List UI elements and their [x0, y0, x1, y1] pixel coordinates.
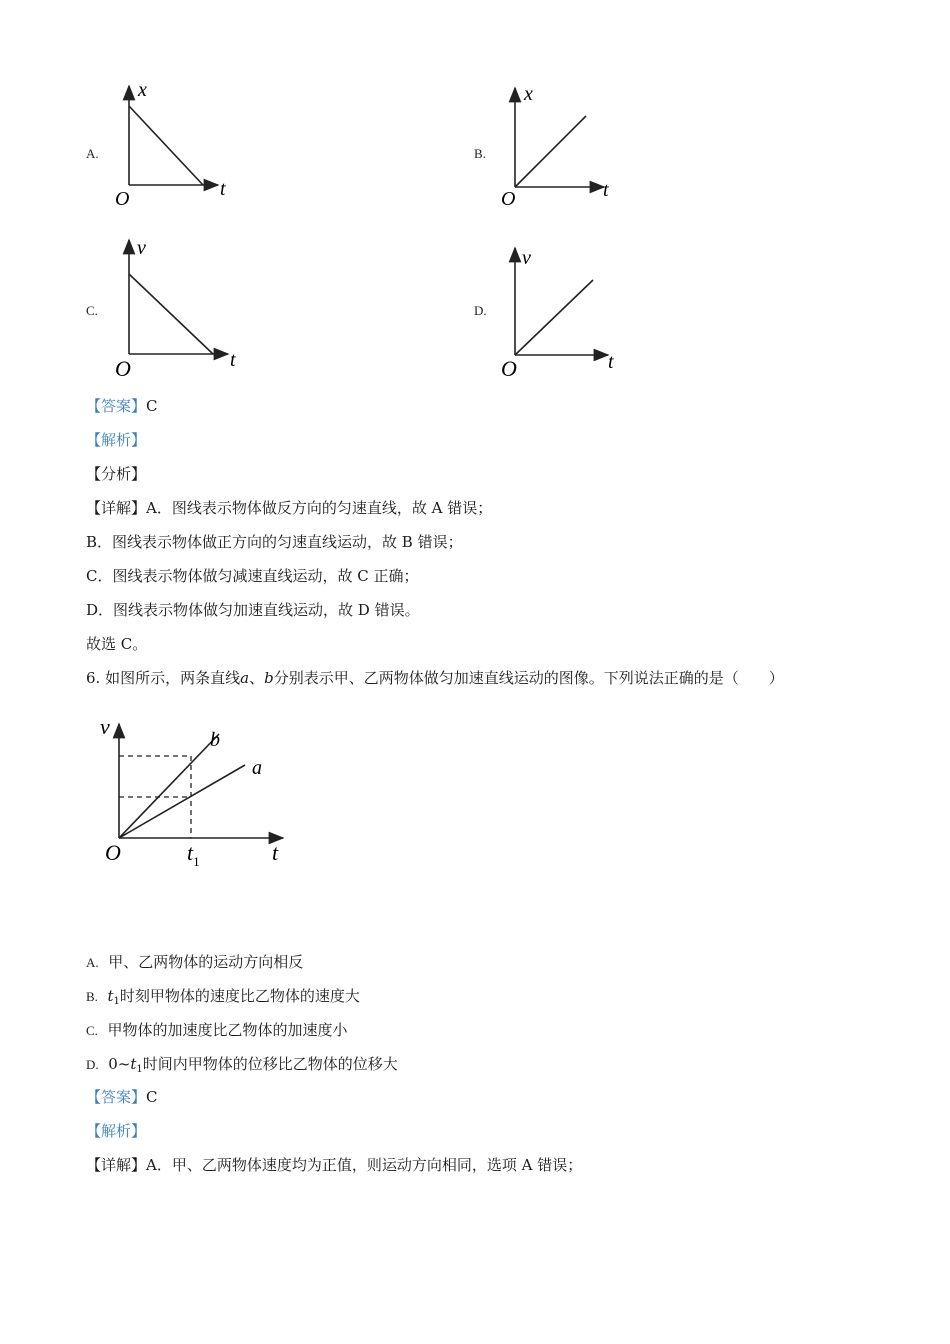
- q6-option-b-text: 时刻甲物体的速度比乙物体的速度大: [119, 987, 360, 1005]
- q6-detail-line: [86, 1155, 582, 1175]
- graph-c-x-label: t: [230, 349, 236, 371]
- q6-detail-tag: 【详解】: [86, 1156, 147, 1174]
- q6-option-a-label: A.: [86, 955, 99, 970]
- q6-option-d: [86, 1054, 398, 1080]
- graph-d-x-label: t: [608, 351, 614, 373]
- graph-c-origin: O: [115, 356, 131, 380]
- q6-option-d-label: D.: [86, 1057, 99, 1072]
- graph-a-y-label: x: [138, 79, 147, 101]
- q5-detail-text-a: A．图线表示物体做反方向的匀速直线，故 A 错误；: [146, 499, 493, 517]
- q6-option-d-sub: 1: [136, 1064, 143, 1075]
- q6-option-c: [86, 1020, 347, 1041]
- q6-detail-text: A．甲、乙两物体速度均为正值，则运动方向相同，选项 A 错误；: [146, 1156, 583, 1174]
- q6-line-b-label: b: [210, 729, 220, 751]
- q5-detail-tag: 【详解】: [86, 499, 147, 517]
- q6-option-b-sub: 1: [113, 996, 120, 1007]
- q5-analysis-tag: 【解析】: [86, 431, 147, 449]
- graph-a-x-label: t: [220, 178, 226, 200]
- q6-option-d-text: 时间内甲物体的位移比乙物体的位移大: [142, 1055, 398, 1073]
- q6-stem-part2: 分别表示甲、乙两物体做匀加速直线运动的图像。下列说法正确的是（ ）: [273, 669, 784, 687]
- q5-detail-line-c: C．图线表示物体做匀减速直线运动，故 C 正确；: [86, 567, 419, 585]
- q6-line-a: [119, 765, 245, 838]
- graph-b-y-label: x: [524, 83, 533, 105]
- q6-stem-part1: 如图所示，两条直线: [105, 669, 241, 687]
- q6-option-a: [86, 952, 303, 973]
- q6-line-b: [119, 734, 219, 838]
- q6-answer-tag: 【答案】: [86, 1088, 147, 1106]
- q5-answer-row: [86, 396, 158, 416]
- q6-y-label: v: [100, 714, 110, 739]
- q6-option-a-text: 甲、乙两物体的运动方向相反: [108, 953, 304, 971]
- graph-a-xt-decreasing: [110, 78, 240, 213]
- q5-conclusion: 故选 C。: [86, 635, 148, 653]
- graph-d-vt-increasing: [498, 240, 628, 380]
- graph-c-vt-decreasing: [110, 232, 250, 380]
- q6-answer-row: [86, 1087, 158, 1107]
- q6-var-b: b: [264, 669, 274, 687]
- q6-x-label: t: [272, 840, 279, 865]
- graph-d-y-label: v: [522, 247, 531, 269]
- q6-answer-value: C: [146, 1088, 158, 1106]
- q5-detail-line-b: B．图线表示物体做正方向的匀速直线运动，故 B 错误；: [86, 533, 463, 551]
- q5-answer-tag: 【答案】: [86, 397, 147, 415]
- q5-detail-line-a: [86, 498, 492, 518]
- option-d-label: D.: [474, 303, 487, 318]
- q6-option-c-text: 甲物体的加速度比乙物体的加速度小: [107, 1021, 348, 1039]
- q6-option-c-label: C.: [86, 1023, 98, 1038]
- q5-detail-line-d: D．图线表示物体做匀加速直线运动，故 D 错误。: [86, 601, 420, 619]
- q6-tick-t1: $t_1$: [187, 840, 200, 869]
- q6-option-d-prefix: 0~: [108, 1055, 131, 1073]
- q6-stem: [86, 668, 784, 688]
- option-b-label: B.: [474, 146, 486, 161]
- graph-c-y-label: v: [137, 237, 146, 259]
- q6-option-b-var: t: [107, 987, 114, 1005]
- option-a-label: A.: [86, 146, 99, 161]
- q6-sep: 、: [249, 669, 265, 687]
- q6-var-a: a: [240, 669, 250, 687]
- q5-fenxi-tag: 【分析】: [86, 465, 147, 483]
- graph-b-x-label: t: [603, 179, 609, 201]
- graph-b-origin: O: [501, 188, 516, 210]
- q6-number: 6.: [86, 669, 101, 687]
- graph-d-origin: O: [501, 356, 517, 380]
- q6-option-b-label: B.: [86, 989, 98, 1004]
- q6-option-d-var: t: [130, 1055, 137, 1073]
- option-c-label: C.: [86, 303, 98, 318]
- graph-b-xt-increasing: [498, 78, 628, 213]
- graph-a-origin: O: [115, 188, 130, 210]
- q6-origin: O: [105, 840, 121, 865]
- q6-line-a-label: a: [252, 757, 262, 779]
- q6-vt-graph: [95, 712, 295, 872]
- q5-answer-value: C: [146, 397, 158, 415]
- q6-analysis-tag: 【解析】: [86, 1122, 147, 1140]
- q6-option-b: [86, 986, 360, 1012]
